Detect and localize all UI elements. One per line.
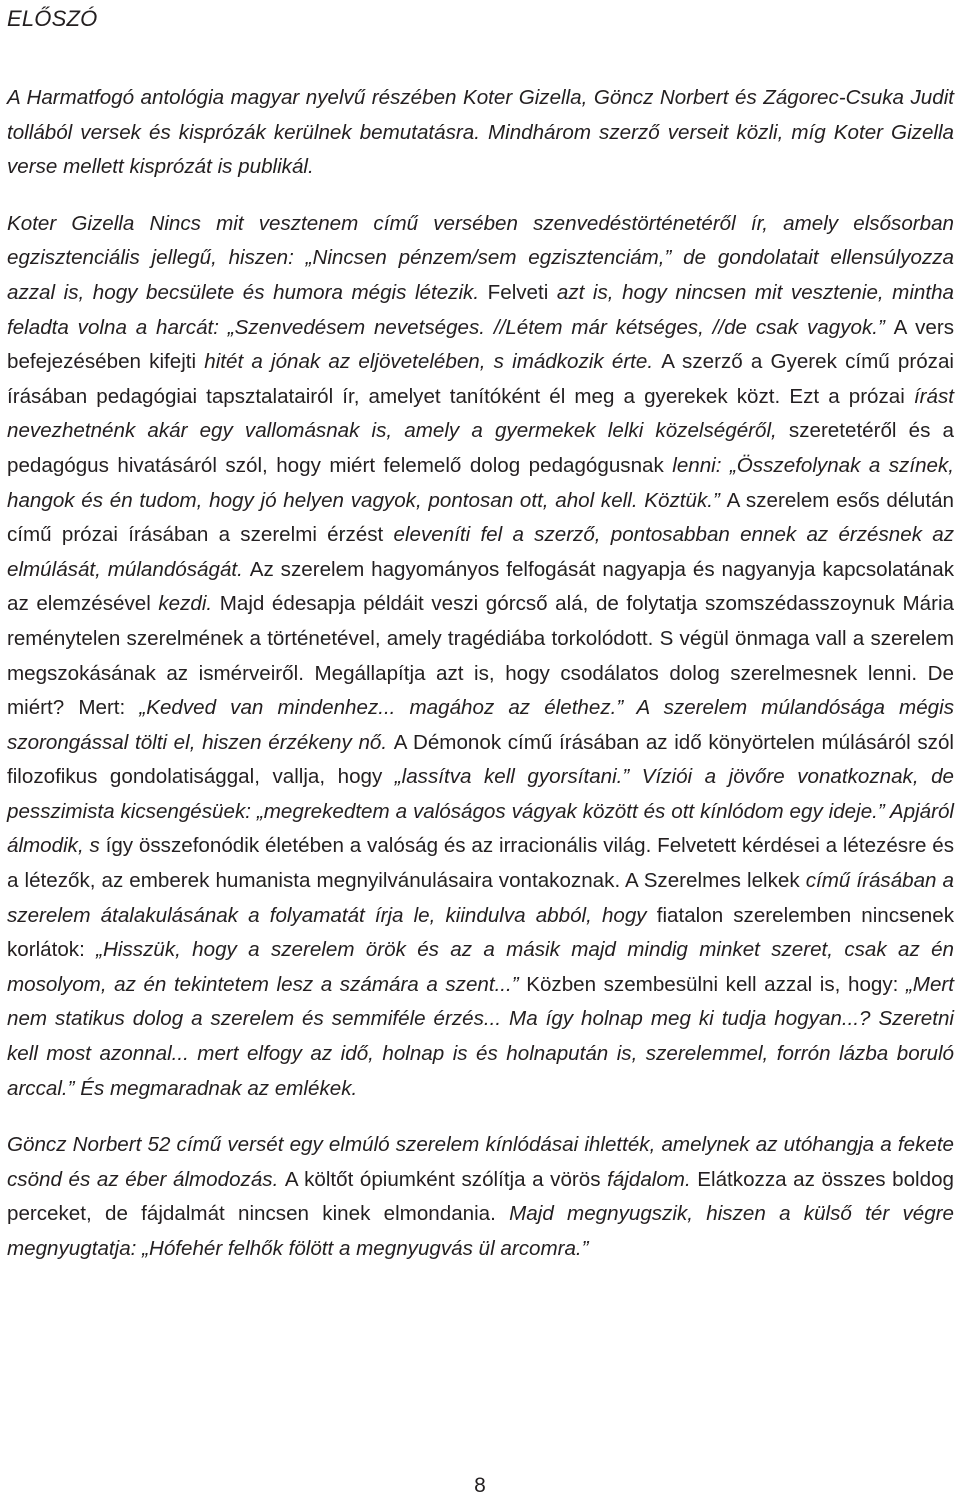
text-segment: fájdalom. [607,1167,698,1191]
text-segment: „Mert nem statikus dolog a szerelem és semmiféle érzés... Ma így holnap meg ki tudja hogyan...? Szeretni kell most azonnal... mert elfogy az idő, holnap is és holnapután is, szerelemmel, forrón lázba boruló arccal.” És megmaradnak az emlékek. [7,972,954,1100]
text-segment: A szerelem esős délután című prózai írásában a szerelmi érzést [7,488,954,547]
text-segment: A Démonok című írásában az idő könyörtelen múlásáról szól filozofikus gondolatisággal, vallja, hogy [7,730,955,789]
document-page [7,0,954,1267]
text-segment: Göncz Norbert 52 című versét egy elmúló szerelem kínlódásai ihlették, amelynek az utóhangja a fekete csönd és az éber álmodozás. [7,1133,954,1191]
text-segment: Közben szembesülni kell azzal is, hogy: [526,972,906,996]
text-segment: „Kedved van mindenhez... magához az élethez.” A szerelem múlandósága mégis szorongással tölti el, hiszen érzékeny nő. [7,696,954,754]
text-segment: Majd édesapja példáit veszi górcső alá, de folytatja szomszédasszoynuk Mária reménytelen szerelmének a történetével, amely tragédiába torkolódott. S végül önmaga vall a szerelem megszokásának az ismérveiről. Megállapítja azt is, hogy csodálatos dolog szerelmesnek lenni. De miért? Mert: [7,592,955,720]
text-segment: azt is, hogy nincsen mit vesztenie, mintha feladta volna a harcát: „Szenvedésem nevetséges. //Létem már kétséges, //de csak vagyok.” [7,280,954,339]
text-segment: című írásában a szerelem átalakulásának a folyamatát írja le, kiindulva abból, hogy [7,869,954,927]
text-segment: „Hisszük, hogy a szerelem örök és az a másik majd mindig minket szeret, csak az én mosolyom, az én tekintetem lesz a számára a szent...” [7,938,954,996]
text-segment: A vers befejezésében kifejti [7,315,954,374]
text-segment: Felveti [487,280,557,304]
paragraph-goncz-norbert [7,1128,954,1266]
page-title: ELŐSZÓ [7,6,98,31]
text-segment: kezdi. [158,592,220,616]
paragraph-koter-gizella [7,207,954,1106]
text-segment: Koter Gizella Nincs mit vesztenem című versében szenvedéstörténetéről ír, amely elsősorban egzisztenciális jellegű, hiszen: „Nincsen pénzem/sem egzisztenciám,” de gondolatait ellensúlyozza azzal is, hogy becsülete és humora mégis létezik. [7,211,954,304]
page-number: 8 [474,1474,486,1497]
text-segment: szeretetéről és a pedagógus hivatásáról szól, hogy miért felemelő dolog pedagógusnak [7,419,954,477]
text-segment: Elátkozza az összes boldog perceket, de fájdalmát nincsen kinek elmondania. [7,1167,954,1226]
text-segment: lenni: „Összefolynak a színek, hangok és én tudom, hogy jó helyen vagyok, pontosan ott, ahol kell. Köztük.” [7,453,955,512]
text-segment: így összefonódik életében a valóság és az irracionális világ. Felvetett kérdései a létezésre és a létezők, az emberek humanista megnyilvánulásaira vontakoznak. A Szerelmes lelkek [7,834,954,893]
text-segment: fiatalon szerelemben nincsenek korlátok: [7,903,955,962]
text-segment: A költőt ópiumként szólítja a vörös [284,1167,608,1191]
text-segment: eleveníti fel a szerző, pontosabban ennek az érzésnek az elmúlását, múlandóságát. [7,523,955,581]
paragraph-intro: A Harmatfogó antológia magyar nyelvű részében Koter Gizella, Göncz Norbert és Zágorec-Csuka Judit tollából versek és kisprózák kerülnek bemutatásra. Mindhárom szerző verseit közli, míg Koter Gizella verse mellett kisprózát is publikál. [7,86,954,179]
text-segment: Az szerelem hagyományos felfogását nagyapja és nagyanyja kapcsolatának az elemzésével [7,557,954,616]
text-segment: hitét a jónak az eljövetelében, s imádkozik érte. [204,350,662,374]
text-segment: A szerző a Gyerek című prózai írásában pedagógiai tapsztalatairól ír, amelyet tanítóként él meg a gyerekek közt. Ezt a prózai [7,350,954,408]
text-segment: Majd megnyugszik, hiszen a külső tér végre megnyugtatja: „Hófehér felhők fölött a megnyugvás ül arcomra.” [7,1202,954,1260]
text-segment: „lassítva kell gyorsítani.” Víziói a jövőre vonatkoznak, de pesszimista kicsengésüek: „megrekedtem a valóságos vágyak között és ott kínlódom egy ideje.” Apjáról álmodik, s [7,765,954,858]
text-segment: írást nevezhetnénk akár egy vallomásnak is, amely a gyermekek lelki közelségéről, [7,384,954,443]
